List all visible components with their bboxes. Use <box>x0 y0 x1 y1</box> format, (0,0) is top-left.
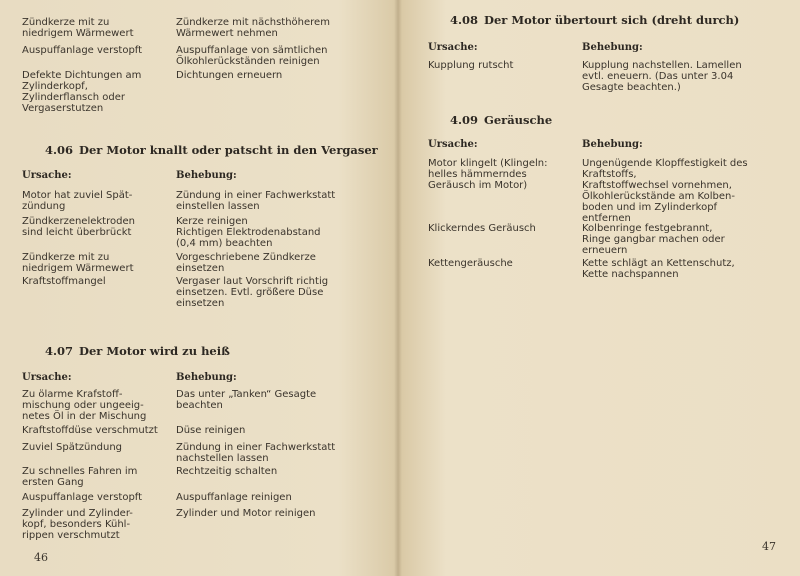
cause-column-header: Ursache: <box>428 42 478 53</box>
section-heading-4-06 <box>45 143 378 157</box>
section-number: 4.09 <box>450 113 479 127</box>
cause-text: Klickerndes Geräusch <box>428 223 536 234</box>
cause-column-header: Ursache: <box>428 139 478 150</box>
cause-text: Zylinder und Zylinder- kopf, besonders Kühl- rippen verschmutzt <box>22 508 133 541</box>
fix-column-header: Behebung: <box>176 372 237 383</box>
fix-column-header: Behebung: <box>582 139 643 150</box>
fix-text: Kolbenringe festgebrannt, Ringe gangbar machen oder erneuern <box>582 223 725 256</box>
cause-text: Auspuffanlage verstopft <box>22 45 143 56</box>
section-heading-4-09 <box>450 113 552 127</box>
left-page <box>0 0 398 576</box>
cause-text: Zündkerzenelektroden sind leicht überbrückt <box>22 216 135 238</box>
cause-text: Kraftstoffmangel <box>22 276 106 287</box>
cause-text: Motor klingelt (Klingeln: helles hämmerndes Geräusch im Motor) <box>428 158 548 191</box>
fix-text: Vergaser laut Vorschrift richtig einsetzen. Evtl. größere Düse einsetzen <box>176 276 329 309</box>
fix-text: Ungenügende Klopffestigkeit des Kraftstoffs, Kraftstoffwechsel vornehmen, Ölkohlerückstände am Kolben- boden und im Zylinderkopf entfernen <box>582 158 748 224</box>
fix-text: Zylinder und Motor reinigen <box>176 508 316 519</box>
right-page <box>398 0 800 576</box>
book-gutter <box>394 0 402 576</box>
fix-text: Zündung in einer Fachwerkstatt einstellen lassen <box>176 190 336 212</box>
fix-text: Auspuffanlage von sämtlichen Ölkohlerückständen reinigen <box>176 45 328 67</box>
section-title: Der Motor wird zu heiß <box>79 344 230 358</box>
fix-text: Das unter „Tanken“ Gesagte beachten <box>176 389 317 411</box>
cause-column-header: Ursache: <box>22 372 72 383</box>
section-heading-4-07 <box>45 344 230 358</box>
cause-text: Kupplung rutscht <box>428 60 514 71</box>
page-number-left: 46 <box>34 551 48 564</box>
fix-column-header: Behebung: <box>582 42 643 53</box>
section-title: Geräusche <box>484 113 553 127</box>
cause-text: Auspuffanlage verstopft <box>22 492 143 503</box>
section-number: 4.06 <box>45 143 74 157</box>
fix-text: Kupplung nachstellen. Lamellen evtl. eneuern. (Das unter 3.04 Gesagte beachten.) <box>582 60 742 93</box>
section-number: 4.08 <box>450 13 479 27</box>
cause-text: Zu ölarme Krafstoff- mischung oder ungeeig- netes Öl in der Mischung <box>22 389 147 422</box>
fix-text: Rechtzeitig schalten <box>176 466 278 477</box>
fix-text: Zündkerze mit nächsthöherem Wärmewert nehmen <box>176 17 330 39</box>
cause-text: Defekte Dichtungen am Zylinderkopf, Zylinderflansch oder Vergaserstutzen <box>22 70 142 114</box>
fix-text: Dichtungen erneuern <box>176 70 283 81</box>
cause-text: Zündkerze mit zu niedrigem Wärmewert <box>22 252 134 274</box>
cause-text: Zu schnelles Fahren im ersten Gang <box>22 466 138 488</box>
fix-text: Kette schlägt an Kettenschutz, Kette nachspannen <box>582 258 735 280</box>
cause-text: Motor hat zuviel Spät- zündung <box>22 190 133 212</box>
cause-text: Kraftstoffdüse verschmutzt <box>22 425 158 436</box>
section-number: 4.07 <box>45 344 74 358</box>
section-heading-4-08 <box>450 13 739 27</box>
fix-text: Auspuffanlage reinigen <box>176 492 292 503</box>
fix-text: Vorgeschriebene Zündkerze einsetzen <box>176 252 316 274</box>
fix-column-header: Behebung: <box>176 170 237 181</box>
cause-text: Zuviel Spätzündung <box>22 442 123 453</box>
cause-column-header: Ursache: <box>22 170 72 181</box>
fix-text: Kerze reinigen Richtigen Elektrodenabstand (0,4 mm) beachten <box>176 216 321 249</box>
fix-text: Zündung in einer Fachwerkstatt nachstellen lassen <box>176 442 336 464</box>
cause-text: Kettengeräusche <box>428 258 513 269</box>
fix-text: Düse reinigen <box>176 425 246 436</box>
section-title: Der Motor knallt oder patscht in den Vergaser <box>79 143 378 157</box>
section-title: Der Motor übertourt sich (dreht durch) <box>484 13 740 27</box>
cause-text: Zündkerze mit zu niedrigem Wärmewert <box>22 17 134 39</box>
page-number-right: 47 <box>762 540 776 553</box>
